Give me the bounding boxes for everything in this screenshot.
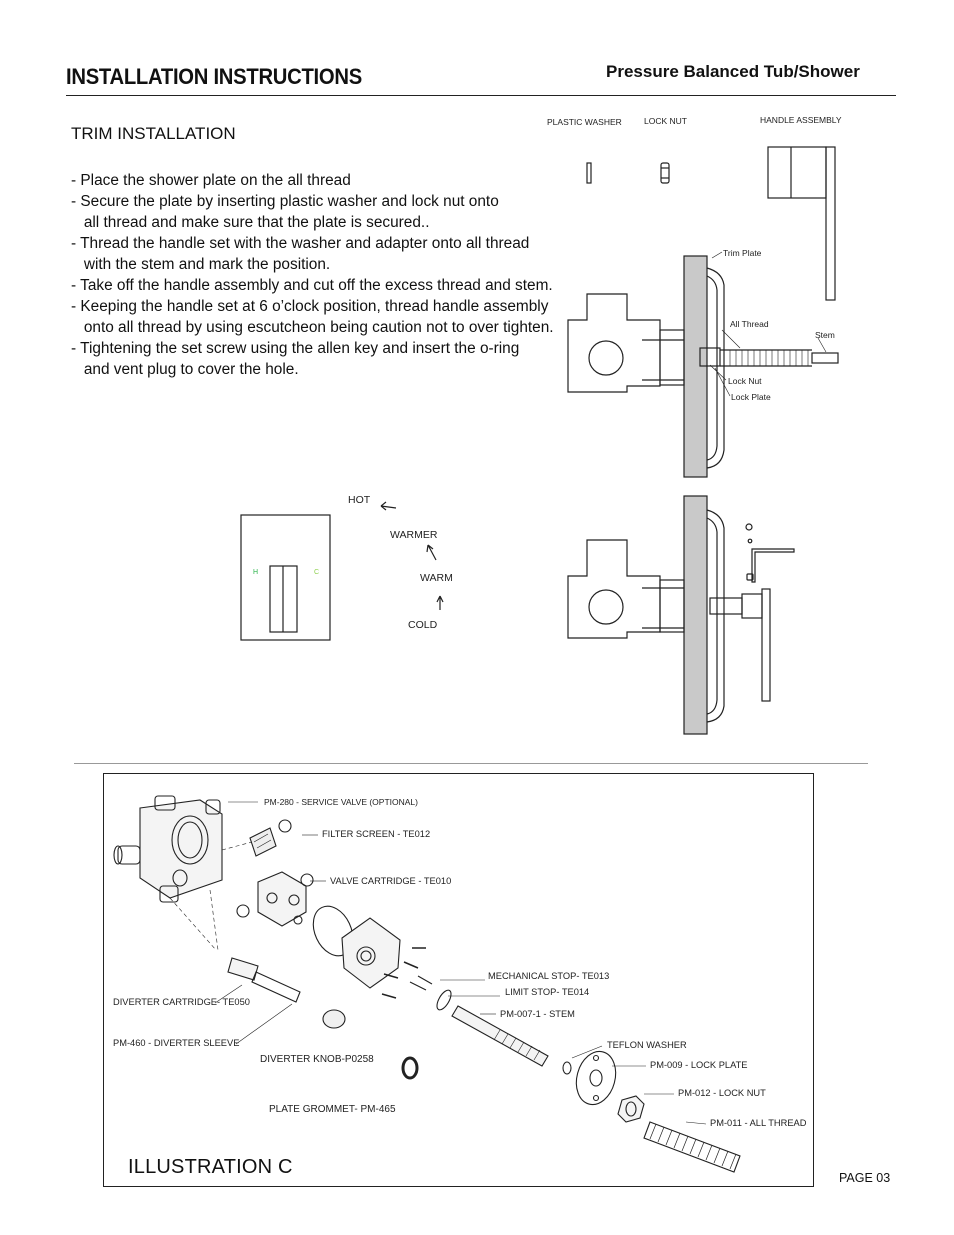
temp-hot-label: HOT (348, 494, 371, 506)
part-label-service-valve: PM-280 - SERVICE VALVE (OPTIONAL) (264, 797, 418, 807)
label-plastic-washer: PLASTIC WASHER (547, 117, 622, 127)
part-label-limit-stop: LIMIT STOP- TE014 (505, 987, 590, 997)
filter-screen-icon (250, 820, 291, 856)
label-lock-plate: Lock Plate (731, 392, 771, 402)
product-subtitle: Pressure Balanced Tub/Shower (606, 62, 860, 81)
diverter-cartridge-icon (228, 958, 300, 1002)
temp-warmer-label: WARMER (390, 529, 438, 541)
section-heading: TRIM INSTALLATION (71, 124, 236, 143)
service-valve-icon (114, 796, 222, 902)
plate-grommet-icon (403, 1058, 417, 1078)
label-all-thread: All Thread (730, 319, 769, 329)
label-trim-plate: Trim Plate (723, 248, 762, 258)
part-label-lock-plate: PM-009 - LOCK PLATE (650, 1060, 748, 1070)
temp-cold-label: COLD (408, 619, 438, 631)
cold-mark: C (314, 569, 320, 576)
part-label-diverter-cartridge: DIVERTER CARTRIDGE- TE050 (113, 997, 250, 1007)
temp-warm-label: WARM (420, 572, 453, 584)
page-title: INSTALLATION INSTRUCTIONS (66, 64, 362, 89)
step-line: and vent plug to cover the hole. (71, 361, 299, 378)
label-handle-assembly: HANDLE ASSEMBLY (760, 115, 842, 125)
lock-nut-icon (618, 1096, 644, 1122)
step-line: onto all thread by using escutcheon being caution not to over tighten. (71, 319, 554, 336)
part-label-plate-grommet: PLATE GROMMET- PM-465 (269, 1104, 396, 1115)
page-number: PAGE 03 (839, 1171, 891, 1185)
step-line: with the stem and mark the position. (71, 256, 331, 273)
part-label-filter-screen: FILTER SCREEN - TE012 (322, 829, 431, 839)
cover-plate-icon (342, 918, 400, 988)
step-line: - Thread the handle set with the washer and adapter onto all thread (71, 235, 530, 252)
label-stem: Stem (815, 330, 835, 340)
illustration-label: ILLUSTRATION C (128, 1156, 293, 1178)
label-lock-nut-header: LOCK NUT (644, 116, 687, 126)
part-label-valve-cartridge: VALVE CARTRIDGE - TE010 (330, 876, 452, 886)
step-line: - Place the shower plate on the all thread (71, 172, 351, 189)
step-line: - Tightening the set screw using the allen key and insert the o-ring (71, 340, 520, 357)
part-label-all-thread: PM-011 - ALL THREAD (710, 1118, 807, 1128)
lock-plate-icon (571, 1047, 622, 1109)
step-line: - Keeping the handle set at 6 o’clock position, thread handle assembly (71, 298, 549, 315)
part-label-stem: PM-007-1 - STEM (500, 1009, 575, 1019)
part-label-lock-nut: PM-012 - LOCK NUT (678, 1088, 766, 1098)
diverter-knob-icon (323, 1010, 345, 1028)
part-label-diverter-knob: DIVERTER KNOB-P0258 (260, 1054, 374, 1065)
limit-stop-icon (434, 988, 454, 1012)
teflon-washer-icon (563, 1062, 571, 1074)
part-label-diverter-sleeve: PM-460 - DIVERTER SLEEVE (113, 1038, 240, 1048)
all-thread-icon (644, 1122, 740, 1172)
step-line: all thread and make sure that the plate is secured.. (71, 214, 430, 231)
step-line: - Secure the plate by inserting plastic washer and lock nut onto (71, 193, 499, 210)
part-label-mechanical-stop: MECHANICAL STOP- TE013 (488, 971, 610, 981)
hot-mark: H (253, 569, 259, 576)
part-label-teflon-washer: TEFLON WASHER (607, 1040, 687, 1050)
step-line: - Take off the handle assembly and cut off the excess thread and stem. (71, 277, 553, 294)
label-lock-nut: Lock Nut (728, 376, 762, 386)
